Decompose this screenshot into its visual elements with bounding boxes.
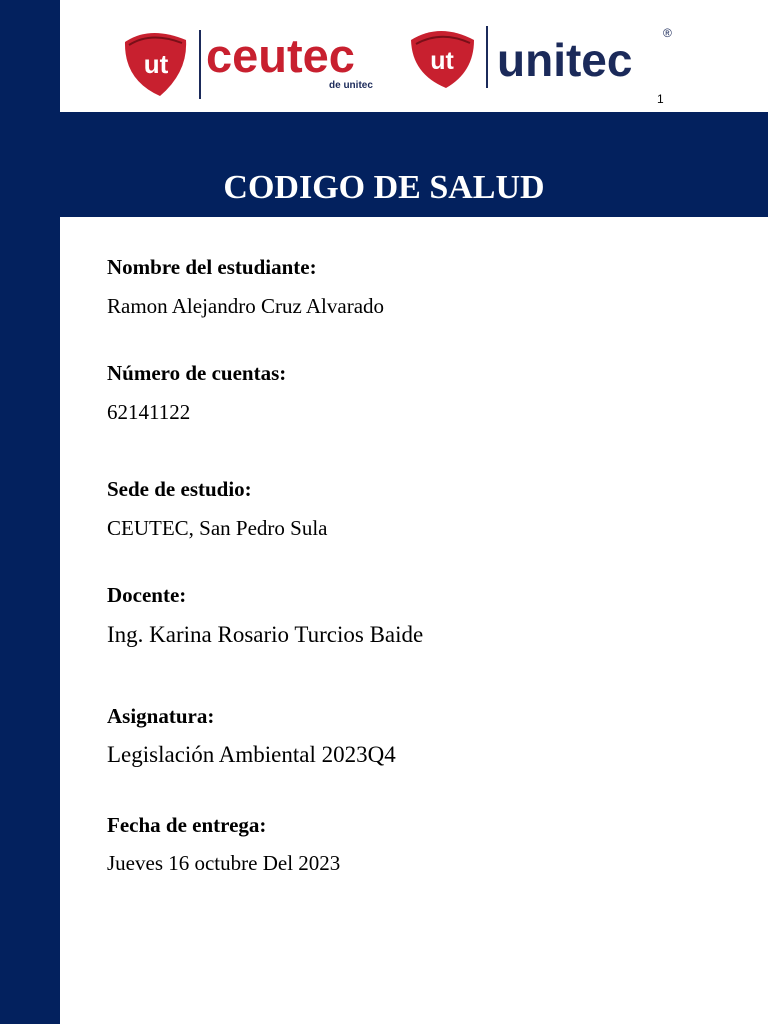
ceutec-badge-icon — [125, 33, 186, 96]
registered-mark: ® — [663, 26, 672, 40]
campus-value: CEUTEC, San Pedro Sula — [107, 516, 328, 540]
ceutec-wordmark: ceutec — [206, 29, 355, 82]
unitec-wordmark: unitec — [497, 34, 633, 86]
header-logos — [0, 0, 768, 112]
ceutec-badge-text: ut — [143, 49, 169, 79]
page-number: 1 — [657, 92, 664, 106]
student-name-value: Ramon Alejandro Cruz Alvarado — [107, 294, 385, 318]
campus-label: Sede de estudio: — [107, 477, 252, 501]
unitec-badge-text: ut — [430, 47, 454, 75]
ceutec-subtitle: de unitec — [329, 80, 373, 91]
account-number-label: Número de cuentas: — [107, 361, 287, 385]
teacher-label: Docente: — [107, 583, 187, 607]
due-date-label: Fecha de entrega: — [107, 813, 267, 837]
teacher-value: Ing. Karina Rosario Turcios Baide — [107, 622, 424, 647]
due-date-value: Jueves 16 octubre Del 2023 — [107, 851, 341, 875]
page-title: CODIGO DE SALUD — [223, 169, 545, 206]
subject-value: Legislación Ambiental 2023Q4 — [107, 742, 396, 767]
student-name-label: Nombre del estudiante: — [107, 255, 317, 279]
unitec-badge-icon — [411, 31, 474, 88]
subject-label: Asignatura: — [107, 704, 215, 728]
account-number-value: 62141122 — [107, 400, 191, 424]
